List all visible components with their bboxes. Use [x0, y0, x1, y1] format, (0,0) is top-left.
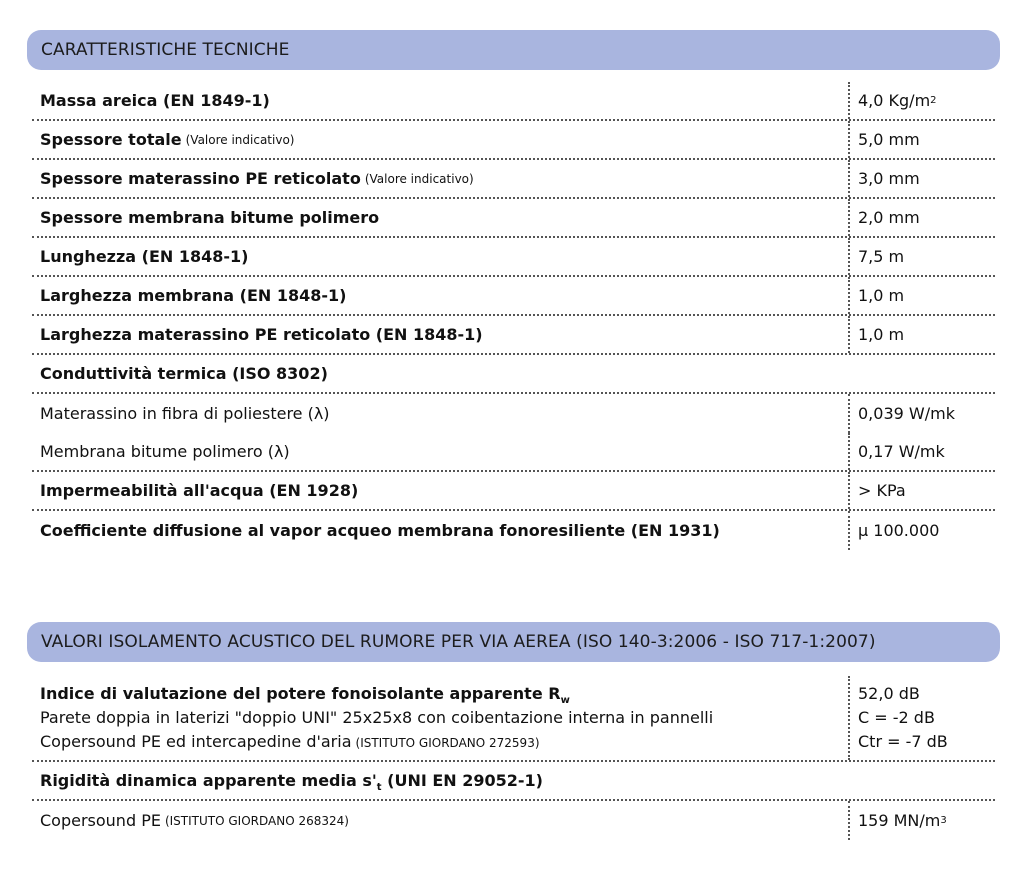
row-value: 0,17 W/mk: [858, 442, 945, 461]
row-label: Rigidità dinamica apparente media s': [40, 771, 377, 790]
row-label: Spessore materassino PE reticolato: [40, 169, 361, 188]
row-note: (ISTITUTO GIORDANO 268324): [164, 813, 349, 828]
table-row: [32, 472, 995, 511]
table-row: Massa areica (EN 1849-1) 4,0 Kg/m 2: [32, 82, 995, 121]
row-value: 1,0 m: [858, 286, 905, 305]
row-label: Larghezza membrana (EN 1848-1): [40, 286, 347, 305]
row-note: (Valore indicativo): [364, 171, 474, 186]
row-label: Materassino in fibra di poliestere (λ): [40, 404, 330, 423]
row-note: (ISTITUTO GIORDANO 272593): [355, 735, 540, 750]
acoustic-table: [32, 676, 995, 840]
row-label: Indice di valutazione del potere fonoisolante apparente R: [40, 683, 561, 703]
table-row: [32, 160, 995, 199]
row-value: 52,0 dB: [858, 684, 920, 703]
row-value: 7,5 m: [858, 247, 905, 266]
row-value: 1,0 m: [858, 325, 905, 344]
row-label-sub: t: [376, 782, 382, 794]
row-label: Spessore totale: [40, 130, 182, 149]
table-row: [32, 433, 995, 472]
section-header-acoustic: [27, 622, 1000, 662]
row-value: Ctr = -7 dB: [858, 732, 948, 751]
table-row: [32, 511, 995, 550]
row-value: 2,0 mm: [858, 208, 920, 227]
row-description: Copersound PE ed intercapedine d'aria: [40, 731, 352, 751]
table-row: [32, 676, 995, 762]
row-label: Lunghezza (EN 1848-1): [40, 247, 249, 266]
table-row: Copersound PE (ISTITUTO GIORDANO 268324) 159 MN/m 3: [32, 801, 995, 840]
table-row: [32, 199, 995, 238]
row-label: Copersound PE: [40, 811, 161, 830]
row-value: 5,0 mm: [858, 130, 920, 149]
row-label: Spessore membrana bitume polimero: [40, 208, 380, 227]
row-label: Impermeabilità all'acqua (EN 1928): [40, 481, 359, 500]
row-label: Conduttività termica (ISO 8302): [40, 364, 328, 383]
table-row-group-header: [32, 762, 995, 801]
table-row: [32, 277, 995, 316]
row-value: C = -2 dB: [858, 708, 935, 727]
row-label: Coefficiente diffusione al vapor acqueo membrana fonoresiliente (EN 1931): [40, 521, 720, 540]
row-label: Membrana bitume polimero (λ): [40, 442, 290, 461]
row-note: (Valore indicativo): [185, 132, 295, 147]
row-label-sub: w: [560, 694, 570, 706]
row-value: μ 100.000: [858, 521, 940, 540]
section-title: VALORI ISOLAMENTO ACUSTICO DEL RUMORE PER VIA AEREA (ISO 140-3:2006 - ISO 717-1:2007): [41, 632, 876, 652]
table-row: [32, 238, 995, 277]
row-label-suffix: (UNI EN 29052-1): [381, 771, 543, 790]
section-title: CARATTERISTICHE TECNICHE: [41, 40, 290, 60]
row-label: Larghezza materassino PE reticolato (EN 1848-1): [40, 325, 483, 344]
table-row: [32, 121, 995, 160]
row-value: 4,0 Kg/m: [858, 91, 931, 110]
row-value: 159 MN/m: [858, 811, 941, 830]
table-row: [32, 316, 995, 355]
row-value: > KPa: [858, 481, 906, 500]
technical-table: [32, 82, 995, 550]
row-description: Parete doppia in laterizi "doppio UNI" 25x25x8 con coibentazione interna in pannelli: [40, 707, 714, 727]
row-value: 0,039 W/mk: [858, 404, 955, 423]
section-header-technical: [27, 30, 1000, 70]
table-row: [32, 394, 995, 433]
row-label: Massa areica (EN 1849-1): [40, 91, 270, 110]
table-row-group-header: [32, 355, 995, 394]
row-value: 3,0 mm: [858, 169, 920, 188]
